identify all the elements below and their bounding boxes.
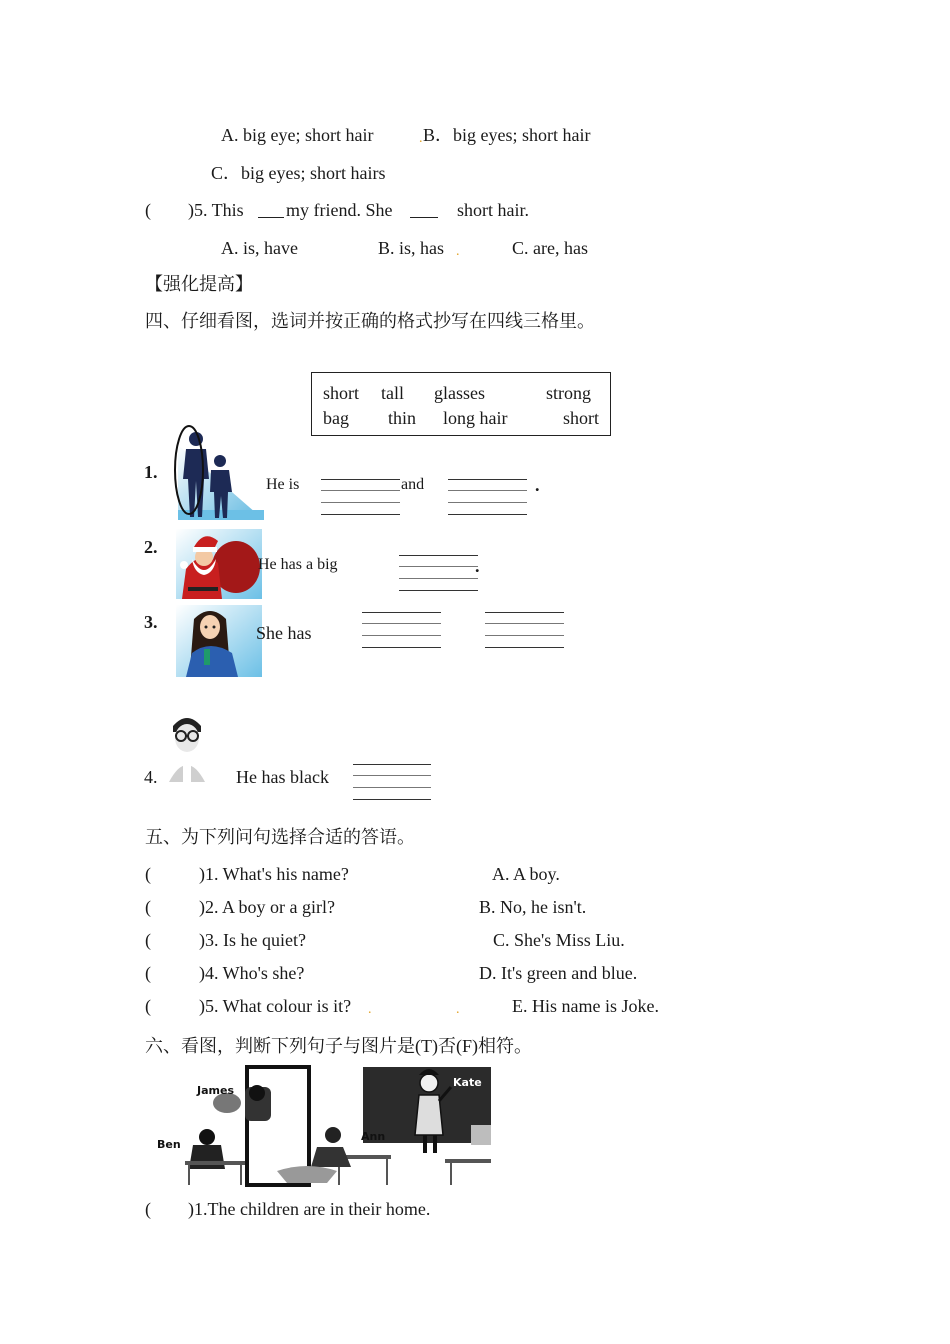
item-2-number: 2. bbox=[144, 537, 158, 557]
q5-text-end: short hair. bbox=[457, 200, 529, 220]
classroom-picture bbox=[145, 1065, 493, 1187]
q-paren: ( bbox=[145, 963, 151, 983]
question-2: )2. A boy or a girl? bbox=[199, 897, 335, 917]
word: tall bbox=[381, 383, 404, 403]
answer-a: A. A boy. bbox=[492, 864, 560, 884]
mark-dot: . bbox=[419, 131, 423, 146]
q-paren: ( bbox=[145, 897, 151, 917]
answer-e: E. His name is Joke. bbox=[512, 996, 659, 1016]
question-4: )4. Who's she? bbox=[199, 963, 305, 983]
mark-dot: . bbox=[456, 1002, 460, 1017]
writing-lines[interactable] bbox=[362, 612, 441, 648]
q5-blank-2[interactable] bbox=[410, 217, 438, 218]
word: short bbox=[323, 383, 359, 403]
item-1-joiner: and bbox=[401, 476, 425, 493]
label-ann: Ann bbox=[361, 1130, 386, 1143]
item-3-number: 3. bbox=[144, 612, 158, 632]
word: short bbox=[563, 408, 599, 428]
mark-dot: . bbox=[456, 244, 460, 259]
word: long hair bbox=[443, 408, 508, 428]
writing-lines[interactable] bbox=[485, 612, 564, 648]
section5-title: 五、为下列问句选择合适的答语。 bbox=[145, 827, 415, 847]
q4-option-b: B．big eyes; short hair bbox=[423, 125, 591, 145]
writing-lines[interactable] bbox=[448, 479, 527, 515]
santa-picture bbox=[176, 529, 262, 599]
item-3-text: She has bbox=[256, 623, 312, 643]
label-kate: Kate bbox=[453, 1076, 482, 1089]
answer-d: D. It's green and blue. bbox=[479, 963, 638, 983]
q5-text-start: )5. This bbox=[188, 200, 244, 220]
q5-option-a: A. is, have bbox=[221, 238, 298, 258]
boy-glasses-picture bbox=[167, 712, 207, 782]
writing-lines[interactable] bbox=[353, 764, 431, 800]
word-box bbox=[311, 372, 611, 436]
question-5: )5. What colour is it? bbox=[199, 996, 352, 1016]
mark-dot: . bbox=[368, 1002, 372, 1017]
writing-lines[interactable] bbox=[399, 555, 478, 591]
question-3: )3. Is he quiet? bbox=[199, 930, 306, 950]
tall-short-men-picture bbox=[172, 425, 264, 520]
item-4-number: 4. bbox=[144, 767, 158, 787]
q5-paren: ( bbox=[145, 200, 151, 220]
statement-paren: ( bbox=[145, 1199, 151, 1219]
writing-lines[interactable] bbox=[321, 479, 400, 515]
section-heading-strengthen: 【强化提高】 bbox=[145, 274, 253, 294]
word: glasses bbox=[434, 383, 485, 403]
word: thin bbox=[388, 408, 417, 428]
label-ben: Ben bbox=[157, 1138, 181, 1151]
item-2-period: . bbox=[475, 556, 480, 576]
q-paren: ( bbox=[145, 864, 151, 884]
item-1-text: He is bbox=[266, 476, 300, 493]
section4-title: 四、仔细看图，选词并按正确的格式抄写在四线三格里。 bbox=[145, 311, 595, 331]
q5-option-c: C. are, has bbox=[512, 238, 588, 258]
section6-title: 六、看图，判断下列句子与图片是(T)否(F)相符。 bbox=[145, 1036, 532, 1056]
item-4-text: He has black bbox=[236, 767, 329, 787]
question-1: )1. What's his name? bbox=[199, 864, 349, 884]
long-hair-girl-picture bbox=[176, 605, 262, 677]
q4-option-a: A. big eye; short hair bbox=[221, 125, 374, 145]
q-paren: ( bbox=[145, 996, 151, 1016]
answer-c: C. She's Miss Liu. bbox=[493, 930, 625, 950]
item-1-period: . bbox=[535, 475, 540, 495]
word: strong bbox=[546, 383, 591, 403]
q5-text-mid: my friend. She bbox=[286, 200, 393, 220]
q5-option-b: B. is, has bbox=[378, 238, 445, 258]
item-1-number: 1. bbox=[144, 462, 158, 482]
answer-b: B. No, he isn't. bbox=[479, 897, 587, 917]
q5-blank-1[interactable] bbox=[258, 217, 284, 218]
q4-option-c: C．big eyes; short hairs bbox=[211, 163, 386, 183]
q-paren: ( bbox=[145, 930, 151, 950]
item-2-text: He has a big bbox=[258, 556, 338, 573]
word: bag bbox=[323, 408, 349, 428]
statement-1: )1.The children are in their home. bbox=[188, 1199, 431, 1219]
label-james: James bbox=[197, 1084, 234, 1097]
